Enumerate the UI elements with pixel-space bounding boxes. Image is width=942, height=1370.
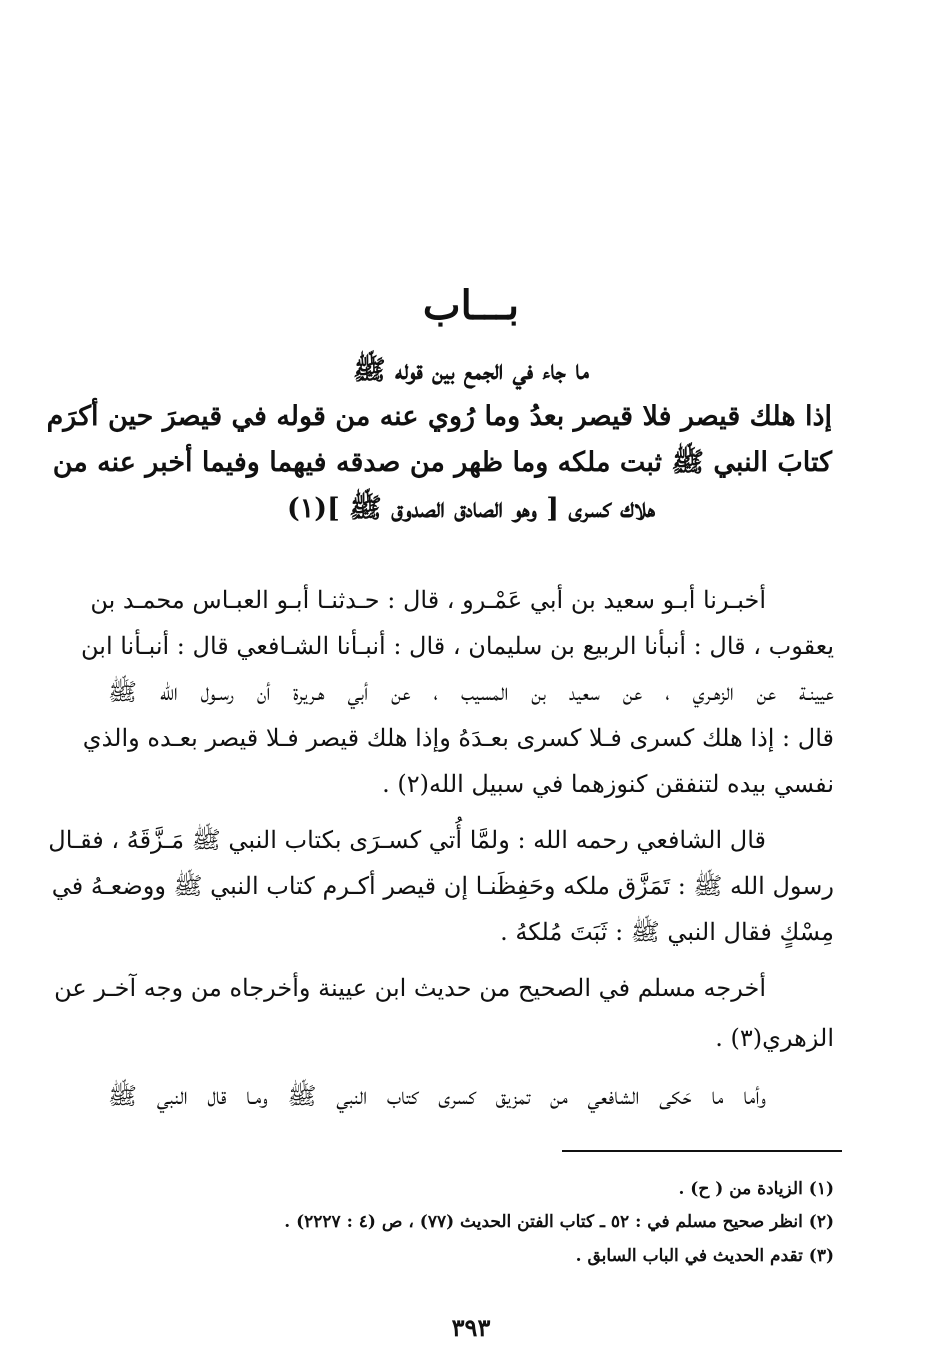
chapter-title-line: إذا هلك قيصر فلا قيصر بعدُ وما رُوي عنه من قوله في قيصرَ حين أكرَم [46,401,832,432]
chapter-heading: بـــاب [422,282,520,329]
paragraph-line: عيينـة عن الزهـري ، عن سعيد بن المسيب ، عن أبي هـريرة أن رسـول الله ﷺ [108,678,834,706]
paragraph-line: الزهري(٣) . [715,1024,834,1052]
footnote: (١) الزيادة من ( ح) . [678,1179,834,1199]
paragraph-line: مِسْكٍ فقال النبي ﷺ : ثَبَتَ مُلكهُ . [500,918,834,946]
chapter-title-line: هلاك كسرى [ وهو الصادق الصدوق ﷺ ](١) [286,493,656,524]
paragraph-line: وأما ما حَكى الشافعي من تمزيق كسرى كتاب النبي ﷺ ومـا قال النبي ﷺ [108,1082,766,1110]
page-number: ٣٩٣ [451,1313,491,1342]
paragraph-line: رسول الله ﷺ : تَمَزَّق ملكه وحَفِظَنـا إن قيصر أكـرم كتاب النبي ﷺ ووضعـهُ في [51,872,834,900]
footnote: (٣) تقدم الحديث في الباب السابق . [575,1246,834,1266]
paragraph-line: أخبـرنا أبـو سعيد بن أبي عَمْـرو ، قال : حـدثنـا أبـو العبـاس محمـد بن [90,586,766,614]
paragraph-line: نفسي بيده لتنفقن كنوزهما في سبيل الله(٢) . [382,770,834,798]
paragraph-line: أخرجه مسلم في الصحيح من حديث ابن عيينة وأخرجاه من وجه آخـر عن [54,974,766,1002]
chapter-title-line: ما جاء في الجمع بين قوله ﷺ [353,355,589,386]
chapter-title-line: كتابَ النبي ﷺ ثبت ملكه وما ظهر من صدقه فيهما وفيما أخبر عنه من [52,447,832,478]
paragraph-line: قال : إذا هلك كسرى فـلا كسرى بعـدَهُ وإذا هلك قيصر فـلا قيصر بعـده والذي [82,724,834,752]
footnote-divider [562,1150,842,1152]
paragraph-line: يعقوب ، قال : أنبأنا الربيع بن سليمان ، قال : أنبـأنا الشـافعي قال : أنبـأنا ابن [81,632,834,660]
paragraph-line: قال الشافعي رحمه الله : ولمَّا أُتي كسـرَى بكتاب النبي ﷺ مَـزَّقَهُ ، فقـال [48,826,766,854]
footnote: (٢) انظر صحيح مسلم في : ٥٢ ـ كتاب الفتن الحديث (٧٧) ، ص (٤ : ٢٢٢٧) . [284,1212,834,1232]
